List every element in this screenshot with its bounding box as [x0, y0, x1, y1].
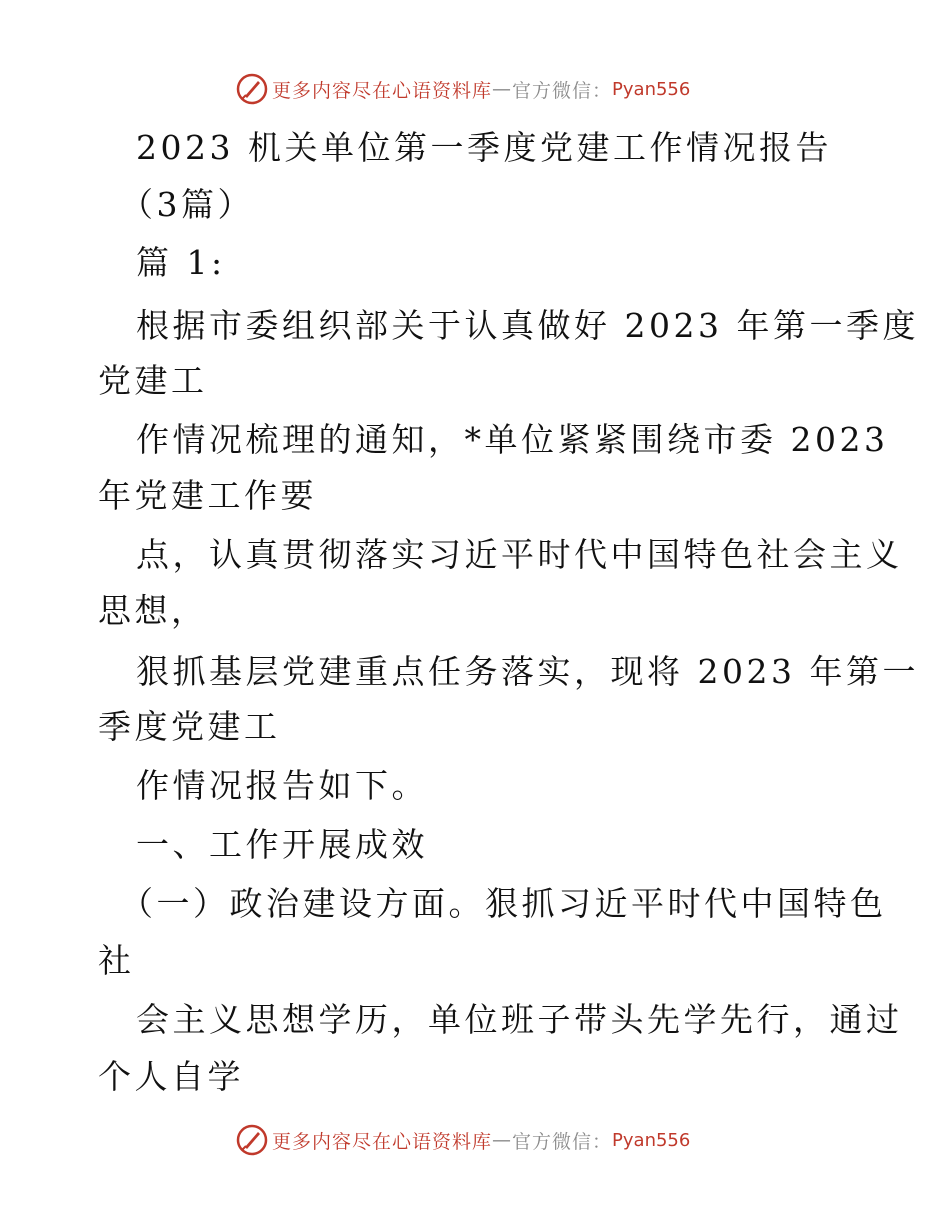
- paragraph-line: 党建工: [98, 361, 208, 400]
- paragraph-line: 作情况报告如下。: [136, 766, 428, 805]
- document-title-line-1: 2023 机关单位第一季度党建工作情况报告: [136, 128, 832, 167]
- paragraph-line: 会主义思想学历，单位班子带头先学先行，通过: [136, 1000, 903, 1039]
- paragraph-line: 作情况梳理的通知，*单位紧紧围绕市委 2023: [136, 420, 889, 459]
- paragraph-line: 思想，: [98, 591, 208, 630]
- watermark-brand-text: 更多内容尽在心语资料库: [272, 79, 493, 102]
- watermark-wechat-id: Pyan556: [612, 1129, 691, 1151]
- paragraph-line: 个人自学: [98, 1057, 244, 1096]
- quill-pen-logo-icon: [236, 73, 268, 105]
- document-title-line-2: （3篇）: [120, 185, 254, 224]
- paragraph-line: 季度党建工: [98, 707, 281, 746]
- watermark-official-text: 官方微信：: [512, 79, 613, 102]
- watermark-dash: —: [492, 1129, 513, 1151]
- paragraph-line: 根据市委组织部关于认真做好 2023 年第一季度: [136, 306, 919, 345]
- paragraph-line: 点，认真贯彻落实习近平时代中国特色社会主义: [136, 535, 903, 574]
- paragraph-line: 狠抓基层党建重点任务落实，现将 2023 年第一: [136, 652, 919, 691]
- watermark-brand-text: 更多内容尽在心语资料库: [272, 1130, 493, 1153]
- footer-watermark: [236, 1123, 690, 1157]
- paragraph-line: 年党建工作要: [98, 476, 317, 515]
- watermark-dash: —: [492, 78, 513, 100]
- section-heading: 一、工作开展成效: [136, 825, 428, 864]
- header-watermark: [236, 72, 690, 106]
- quill-pen-logo-icon: [236, 1124, 268, 1156]
- paragraph-line: 社: [98, 941, 135, 980]
- paragraph-line: （一）政治建设方面。狠抓习近平时代中国特色: [120, 884, 887, 923]
- watermark-wechat-id: Pyan556: [612, 78, 691, 100]
- section-label: 篇 1:: [136, 243, 226, 282]
- watermark-official-text: 官方微信：: [512, 1130, 613, 1153]
